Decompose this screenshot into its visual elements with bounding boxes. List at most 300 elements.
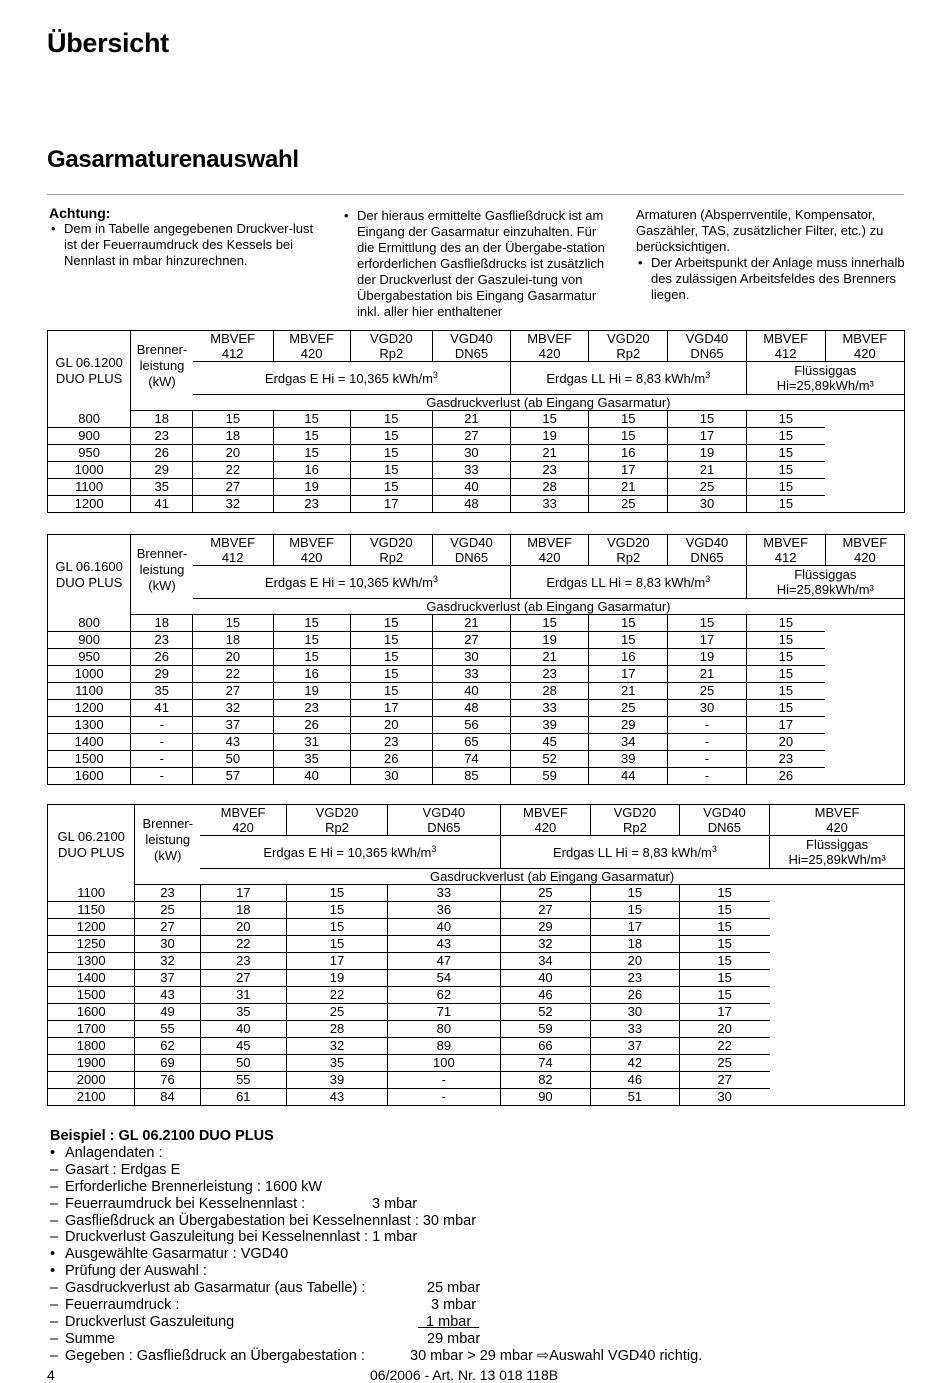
example-line [50,1145,476,1162]
pressure-loss-cell: 46 [591,1072,679,1089]
pressure-loss-cell: 32 [193,496,273,513]
example-line [50,1229,476,1246]
pressure-loss-cell: 43 [135,987,200,1004]
attention-label: Achtung: [49,205,111,221]
pressure-loss-cell: 21 [589,479,668,496]
pressure-loss-cell: 82 [500,1072,591,1089]
pressure-loss-cell: 80 [388,1021,501,1038]
pressure-loss-cell: 17 [679,1004,770,1021]
pressure-loss-cell: 27 [679,1072,770,1089]
gas-type-lpg [770,836,905,869]
pressure-loss-cell: 15 [589,428,668,445]
burner-output-cell: 1500 [48,751,131,768]
pressure-loss-cell: - [668,751,746,768]
pressure-loss-cell: 15 [679,919,770,936]
valve-product-header [746,331,825,362]
valve-product-header [589,535,668,566]
burner-output-cell: 1800 [48,1038,135,1055]
pressure-loss-cell: 43 [388,936,501,953]
example-value: 30 mbar [422,1212,477,1229]
burner-output-header: Brenner-leistung (kW) [136,545,188,593]
document-reference: 06/2006 - Art. Nr. 13 018 118B [370,1367,559,1383]
valve-product-header [193,331,273,362]
pressure-loss-cell: 21 [589,683,668,700]
pressure-loss-cell: 25 [668,479,746,496]
valve-product-header [273,535,350,566]
pressure-loss-cell: 23 [511,462,589,479]
example-value: 1 mbar [418,1313,480,1330]
pressure-loss-cell: 35 [131,479,193,496]
pressure-loss-cell: 27 [193,683,273,700]
burner-output-cell: 1100 [48,479,131,496]
example-text: Anlagendaten : [65,1144,163,1161]
pressure-loss-cell: 29 [500,919,591,936]
pressure-loss-cell: - [388,1072,501,1089]
valve-type: VGD20 [369,535,413,550]
burner-output-header: Brenner-leistung (kW) [136,341,188,389]
pressure-loss-cell: 52 [511,751,589,768]
table-row [48,632,905,649]
valve-type: VGD20 [315,805,359,820]
example-text: Gegeben : Gasfließdruck an Übergabestation : [65,1347,365,1364]
table-row [48,751,905,768]
section-title: Übersicht [47,28,169,58]
model-name [48,805,135,885]
gas-type-label: Flüssiggas [794,567,857,582]
pressure-loss-cell: 22 [193,666,273,683]
valve-type: MBVEF [289,331,334,346]
valve-product-header [770,805,905,836]
pressure-loss-cell: 27 [193,479,273,496]
pressure-loss-cell: 35 [273,751,350,768]
burner-output-cell: 950 [48,445,131,462]
note-operating-point: • Der Arbeitspunkt der Anlage muss innerhalb des zulässigen Arbeitsfeldes des Brenners liegen. [636,255,906,303]
example-value: 30 mbar > 29 mbar ⇨Auswahl VGD40 richtig. [410,1347,703,1364]
pressure-loss-cell: 55 [200,1072,286,1089]
gas-type-erdgas-ll [511,362,747,395]
pressure-loss-cell: 39 [589,751,668,768]
pressure-loss-cell: 19 [511,428,589,445]
pressure-loss-cell: 15 [679,885,770,902]
burner-output-cell: 1100 [48,683,131,700]
burner-output-cell: 800 [48,411,131,428]
valve-size: 420 [232,820,254,835]
pressure-loss-cell: 15 [273,445,350,462]
pressure-loss-cell: 25 [668,683,746,700]
pressure-loss-cell: 15 [746,649,825,666]
pressure-loss-cell: 33 [432,462,510,479]
pressure-loss-cell: 15 [273,428,350,445]
valve-type: MBVEF [763,535,809,550]
pressure-loss-cell: - [131,768,193,785]
valve-product-header [432,535,510,566]
example-value: 25 mbar [427,1280,481,1297]
pressure-loss-cell: 15 [286,919,387,936]
pressure-loss-cell: 23 [200,953,286,970]
gas-type-label: Flüssiggas [794,363,857,378]
pressure-loss-cell: 15 [350,479,432,496]
valve-type: MBVEF [527,331,573,346]
pressure-loss-cell: 31 [200,987,286,1004]
pressure-loss-cell: 15 [350,445,432,462]
pressure-loss-cell: 23 [273,700,350,717]
burner-output-cell: 1400 [48,734,131,751]
pressure-loss-cell: 29 [589,717,668,734]
gas-type-erdgas-e [193,566,511,599]
heating-value: Hi=25,89kWh/m³ [776,378,874,393]
burner-output-cell: 1200 [48,496,131,513]
pressure-loss-cell: - [131,717,193,734]
valve-product-header [273,331,350,362]
valve-size: 420 [538,550,561,565]
pressure-loss-cell: 19 [511,632,589,649]
pressure-loss-cell: 37 [591,1038,679,1055]
pressure-loss-cell: 29 [131,666,193,683]
pressure-loss-cell: 17 [350,700,432,717]
gas-type-label: Erdgas E Hi = 10,365 kWh/m [264,370,433,386]
valve-type: VGD40 [450,331,493,346]
pressure-loss-cell: 20 [193,445,273,462]
notes-column-1 [49,205,314,269]
example-lines [50,1144,703,1365]
unit-exponent: 3 [432,369,438,380]
valve-type: MBVEF [814,805,860,820]
valve-type: MBVEF [842,331,888,346]
pressure-loss-cell: 85 [432,768,510,785]
table-row [48,919,905,936]
valve-size: 412 [774,346,797,361]
valve-size: 412 [221,346,244,361]
pressure-loss-cell: 47 [388,953,501,970]
valve-product-header [286,805,387,836]
pressure-loss-cell: 32 [500,936,591,953]
table-row [48,700,905,717]
pressure-loss-cell: 19 [273,479,350,496]
valve-type: MBVEF [527,535,573,550]
valve-product-header [350,331,432,362]
notes-column-3 [636,207,906,303]
valve-size: Rp2 [325,820,349,835]
valve-size: DN65 [454,346,489,361]
table-row [48,462,905,479]
valve-size: Rp2 [616,550,641,565]
burner-output-cell: 1000 [48,666,131,683]
pressure-loss-cell: 21 [432,411,510,428]
bullet-marker: • [50,1263,56,1280]
pressure-loss-header: Gasdruckverlust (ab Eingang Gasarmatur) [193,395,905,411]
pressure-loss-cell: 18 [200,902,286,919]
valve-size: DN65 [690,346,724,361]
pressure-loss-cell: 20 [679,1021,770,1038]
pressure-loss-cell: 17 [668,428,746,445]
pressure-loss-cell: 90 [500,1089,591,1106]
pressure-loss-cell: 25 [500,885,591,902]
table-row [48,1089,905,1106]
gas-type-lpg [746,362,904,395]
dash-marker: – [50,1347,59,1364]
pressure-loss-cell: 30 [717,1089,732,1104]
pressure-loss-cell: 48 [432,700,510,717]
valve-type: MBVEF [842,535,888,550]
pressure-loss-cell: 15 [286,885,387,902]
valve-type: VGD20 [369,331,413,346]
pressure-loss-cell: 20 [350,717,432,734]
pressure-loss-cell: 17 [668,632,746,649]
pressure-loss-cell: 15 [350,615,432,632]
valve-size: 420 [300,346,323,361]
pressure-loss-cell: 15 [350,666,432,683]
valve-type: MBVEF [210,535,256,550]
valve-product-header [511,535,589,566]
pressure-loss-cell: 15 [679,902,770,919]
gas-type-erdgas-ll [500,836,769,869]
pressure-loss-cell: 40 [500,970,591,987]
burner-output-cell: 1150 [48,902,135,919]
gas-type-label: Flüssiggas [806,837,869,852]
table-row [48,1004,905,1021]
example-line [50,1280,481,1297]
example-text: Gasdruckverlust ab Gasarmatur (aus Tabelle) : [65,1280,366,1297]
pressure-loss-cell: 20 [193,649,273,666]
table-row [48,428,905,445]
burner-output-cell: 1500 [48,987,135,1004]
valve-type: VGD20 [613,805,657,820]
table-row [48,936,905,953]
valve-size: 420 [826,820,848,835]
valve-type: MBVEF [210,331,256,346]
burner-output-cell: 1600 [48,1004,135,1021]
example-value: 29 mbar [427,1330,481,1347]
pressure-loss-cell: 27 [135,919,200,936]
gas-type-erdgas-e [200,836,500,869]
pressure-loss-cell: 23 [273,496,350,513]
table-row [48,1072,905,1089]
pressure-loss-cell: 15 [286,936,387,953]
pressure-loss-cell: 21 [511,649,589,666]
pressure-loss-cell: 39 [511,717,589,734]
valve-size: Rp2 [616,346,641,361]
pressure-loss-cell: 15 [350,411,432,428]
heading-divider [47,194,904,195]
pressure-loss-cell: 15 [746,632,825,649]
table-row [48,768,905,785]
pressure-loss-cell: 33 [511,496,589,513]
pressure-loss-header: Gasdruckverlust (ab Eingang Gasarmatur) [193,599,905,615]
table-row [48,734,905,751]
pressure-loss-cell: 22 [679,1038,770,1055]
valve-size: Rp2 [622,820,647,835]
valve-size: DN65 [454,550,489,565]
burner-output-cell: 900 [48,428,131,445]
valve-size: 412 [221,550,244,565]
valve-type: VGD40 [422,805,466,820]
pressure-loss-cell: 19 [286,970,387,987]
pressure-loss-cell: 40 [273,768,350,785]
model-label: GL 06.1200 DUO PLUS [55,354,123,386]
burner-output-cell: 1300 [48,953,135,970]
pressure-loss-cell: 31 [273,734,350,751]
example-value: 3 mbar [431,1297,477,1314]
pressure-loss-cell: 19 [273,683,350,700]
valve-product-header [432,331,510,362]
pressure-loss-cell: 71 [388,1004,501,1021]
pressure-loss-cell: 15 [350,632,432,649]
valve-product-header [668,535,746,566]
table-row [48,717,905,734]
example-line [50,1213,476,1230]
pressure-loss-cell: 23 [591,970,679,987]
pressure-loss-cell: 30 [668,700,746,717]
pressure-loss-cell: 15 [286,902,387,919]
pressure-loss-cell: 30 [135,936,200,953]
valve-size: DN65 [427,820,461,835]
example-value: 3 mbar [372,1195,418,1212]
pressure-loss-cell: 33 [388,885,501,902]
pressure-loss-cell: 18 [193,428,273,445]
valve-product-header [591,805,679,836]
page-number: 4 [47,1367,55,1383]
note-flow-pressure: • Der hieraus ermittelte Gasfließdruck ist am Eingang der Gasarmatur einzuhalten. Für die Ermittlung des an der Übergabe-station erforderlichen Gasfließdrucks ist zusätzlich der Druckverlust der Gaszulei-tung von Übergabestation bis Eingang Gasarmatur inkl. aller hier enthaltener [342,208,610,320]
pressure-loss-cell: 15 [746,666,825,683]
burner-output-cell: 2000 [48,1072,135,1089]
pressure-loss-cell: 16 [589,445,668,462]
table-row [48,496,905,513]
model-label: GL 06.1600 DUO PLUS [55,558,123,590]
bullet-marker: • [50,1246,56,1263]
example-text: Feuerraumdruck : [65,1297,180,1314]
pressure-loss-cell: 20 [200,919,286,936]
pressure-loss-cell: 15 [591,885,679,902]
header-spacer [131,395,193,411]
pressure-loss-cell: 41 [131,700,193,717]
table-row [48,970,905,987]
unit-exponent: 3 [432,573,438,584]
heating-value: Hi=25,89kWh/m³ [776,582,874,597]
pressure-loss-cell: 45 [511,734,589,751]
pressure-loss-cell: 16 [273,666,350,683]
gas-valve-table-1200 [47,330,905,513]
unit-exponent: 3 [705,369,711,380]
pressure-loss-cell: 15 [746,683,825,700]
unit-exponent: 3 [705,573,711,584]
pressure-loss-cell: 40 [432,683,510,700]
example-text: Gasart : Erdgas E [65,1161,181,1178]
pressure-loss-cell: 18 [591,936,679,953]
pressure-loss-cell: 15 [273,411,350,428]
pressure-loss-cell: 15 [193,411,273,428]
pressure-loss-cell: 16 [273,462,350,479]
example-text: Gasfließdruck an Übergabestation bei Kesselnennlast : [65,1212,419,1229]
dash-marker: – [50,1195,59,1212]
pressure-loss-cell: - [668,734,746,751]
pressure-loss-cell: 61 [200,1089,286,1106]
page-heading: Gasarmaturenauswahl [47,146,299,173]
pressure-loss-cell: 17 [286,953,387,970]
valve-size: 420 [534,820,557,835]
burner-output-cell: 1200 [48,700,131,717]
pressure-loss-cell: 25 [589,496,668,513]
dash-marker: – [50,1280,59,1297]
gas-type-lpg [746,566,904,599]
pressure-loss-cell: 33 [511,700,589,717]
pressure-loss-cell: 20 [591,953,679,970]
pressure-loss-cell: 15 [591,902,679,919]
table-row [48,649,905,666]
pressure-loss-cell: 30 [432,649,510,666]
pressure-loss-cell: - [668,768,746,785]
pressure-loss-cell: 15 [350,649,432,666]
pressure-loss-cell: - [131,734,193,751]
pressure-loss-cell: 21 [511,445,589,462]
example-line [50,1330,481,1348]
pressure-loss-cell: 18 [193,632,273,649]
dash-marker: – [50,1313,59,1330]
burner-output-cell: 1000 [48,462,131,479]
burner-output-cell: 800 [48,615,131,632]
pressure-loss-cell: 17 [200,885,286,902]
burner-output-cell: 1100 [48,885,135,902]
pressure-loss-cell: 22 [200,936,286,953]
valve-type: VGD40 [703,805,746,820]
example-line [50,1263,476,1280]
valve-product-header [511,331,589,362]
table-row [48,953,905,970]
pressure-loss-cell: 27 [432,632,510,649]
valve-product-header [388,805,501,836]
pressure-loss-cell: 15 [589,615,668,632]
pressure-loss-cell: 29 [131,462,193,479]
example-text: Erforderliche Brennerleistung : 1600 kW [65,1178,323,1195]
pressure-loss-cell: 62 [135,1038,200,1055]
pressure-loss-cell: 69 [135,1055,200,1072]
table-row [48,683,905,700]
valve-type: MBVEF [763,331,809,346]
pressure-loss-cell: 19 [668,649,746,666]
gas-type-label: Erdgas E Hi = 10,365 kWh/m [264,574,433,590]
gas-type-erdgas-e [193,362,511,395]
pressure-loss-cell: 28 [511,479,589,496]
valve-product-header [746,535,825,566]
burner-output-cell: 1300 [48,717,131,734]
burner-output-cell: 1900 [48,1055,135,1072]
valve-type: VGD40 [685,331,729,346]
pressure-loss-cell: 34 [589,734,668,751]
bullet-marker: • [50,1144,56,1161]
pressure-loss-cell: 40 [200,1021,286,1038]
pressure-loss-cell: 32 [193,700,273,717]
pressure-loss-cell: 54 [388,970,501,987]
pressure-loss-cell: 22 [286,987,387,1004]
pressure-loss-cell: - [668,717,746,734]
pressure-loss-cell: 25 [589,700,668,717]
dash-marker: – [50,1178,59,1195]
pressure-loss-cell: 21 [432,615,510,632]
valve-product-header [350,535,432,566]
pressure-loss-cell: 76 [135,1072,200,1089]
pressure-loss-cell: 23 [131,428,193,445]
pressure-loss-cell: 51 [591,1089,679,1106]
pressure-loss-cell: 42 [591,1055,679,1072]
pressure-loss-cell: 25 [135,902,200,919]
note-pressure-loss: • Dem in Tabelle angegebenen Druckver-lust ist der Feuerraumdruck des Kessels bei Nennlast in mbar hinzurechnen. [49,221,314,269]
unit-exponent: 3 [711,843,717,854]
pressure-loss-cell: 15 [668,411,746,428]
pressure-loss-cell: 65 [432,734,510,751]
pressure-loss-cell: 27 [500,902,591,919]
valve-product-header [500,805,591,836]
valve-type: VGD20 [606,331,650,346]
example-section [50,1128,703,1365]
